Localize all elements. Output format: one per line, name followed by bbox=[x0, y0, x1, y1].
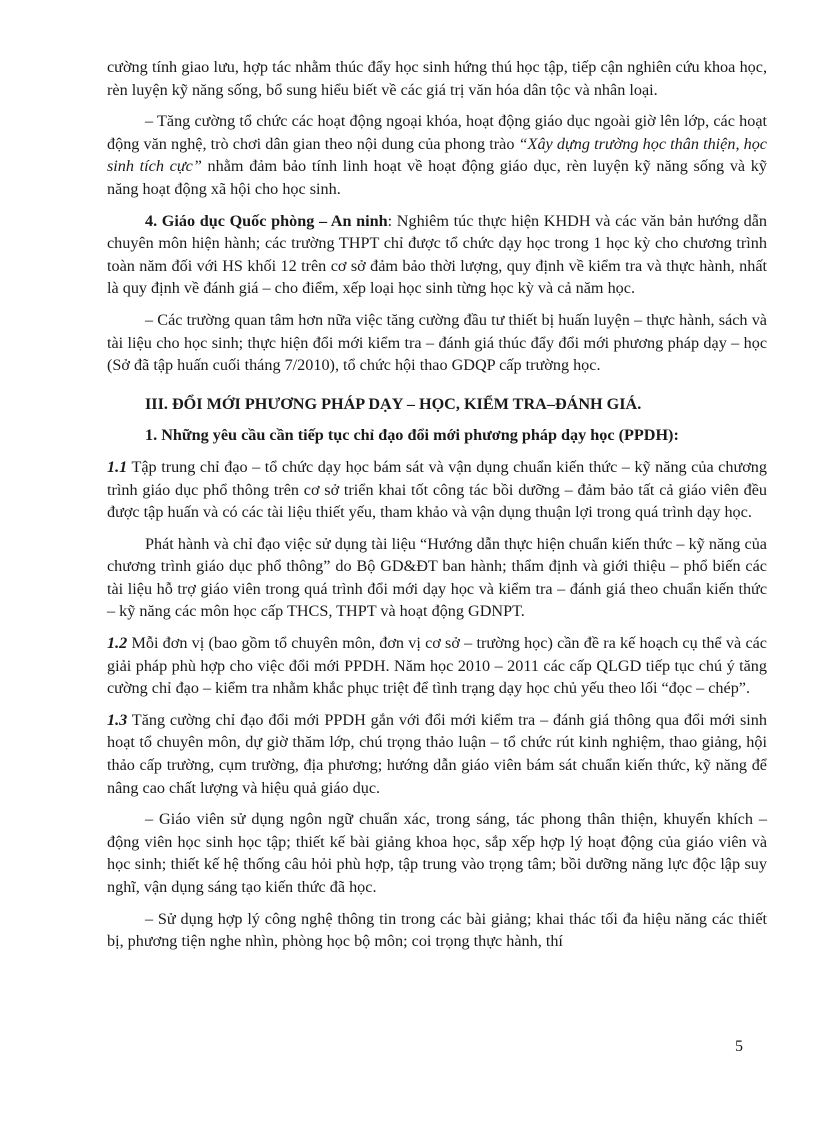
paragraph-1-1 bbox=[107, 456, 767, 524]
paragraph-text: – Tăng cường tổ chức các hoạt động ngoại khóa, hoạt động giáo dục ngoài giờ lên lớp, các hoạt động văn nghệ, trò chơi dân gian theo nội dung của phong trào bbox=[107, 112, 767, 153]
paragraph-1-3 bbox=[107, 709, 767, 799]
paragraph-extracurricular bbox=[107, 110, 767, 200]
paragraph-text: Tập trung chỉ đạo – tổ chức dạy học bám sát và vận dụng chuẩn kiến thức – kỹ năng của chương trình giáo dục phổ thông trên cơ sở triển khai tốt công tác bồi dưỡng – đảm bảo tất cả giáo viên đều được tập huấn và có các tài liệu thiết yếu, tham khảo và vận dụng thuận lợi trong quá trình dạy học. bbox=[107, 457, 767, 522]
paragraph-text: nhằm đảm bảo tính linh hoạt về hoạt động giáo dục, rèn luyện kỹ năng sống và kỹ năng hoạt động xã hội cho học sinh. bbox=[107, 157, 767, 198]
document-body bbox=[107, 56, 767, 962]
item-heading: 4. Giáo dục Quốc phòng – An ninh bbox=[145, 211, 388, 230]
item-number: 1.2 bbox=[107, 634, 128, 653]
paragraph-1-2 bbox=[107, 632, 767, 700]
paragraph-technology: – Sử dụng hợp lý công nghệ thông tin trong các bài giảng; khai thác tối đa hiệu năng các thiết bị, phương tiện nghe nhìn, phòng học bộ môn; coi trọng thực hành, thí bbox=[107, 909, 767, 951]
paragraph-equipment: – Các trường quan tâm hơn nữa việc tăng cường đầu tư thiết bị huấn luyện – thực hành, sách và tài liệu cho học sinh; thực hiện đổi mới kiểm tra – đánh giá thúc đẩy đổi mới phương pháp dạy – học (Sở đã tập huấn cuối tháng 7/2010), tổ chức hội thao GDQP cấp trường học. bbox=[107, 310, 767, 375]
paragraph-defense-education bbox=[107, 210, 767, 300]
paragraph-text: : Nghiêm túc thực hiện KHDH và các văn bản hướng dẫn chuyên môn hiện hành; các trường THPT chỉ được tổ chức dạy học trong 1 học kỳ cho chương trình toàn năm đối với HS khối 12 trên cơ sở đảm bảo thời lượng, quy định về kiểm tra và thực hành, nhất là quy định về đánh giá – cho điểm, xếp loại học sinh từng học kỳ và cả năm học. bbox=[107, 211, 768, 298]
subsection-heading: 1. Những yêu cầu cần tiếp tục chỉ đạo đổi mới phương pháp dạy học (PPDH): bbox=[145, 426, 679, 445]
section-heading: III. ĐỔI MỚI PHƯƠNG PHÁP DẠY – HỌC, KIỂM TRA–ĐÁNH GIÁ. bbox=[145, 394, 642, 413]
item-number: 1.3 bbox=[107, 710, 128, 729]
campaign-quote: “Xây dựng trường học thân thiện, học sinh tích cực” bbox=[107, 134, 767, 176]
paragraph-text: Tăng cường chỉ đạo đổi mới PPDH gắn với đổi mới kiểm tra – đánh giá thông qua đổi mới sinh hoạt tổ chuyên môn, dự giờ thăm lớp, chú trọng thảo luận – tổ chức rút kinh nghiệm, thao giảng, hội thảo cấp trường, cụm trường, địa phương; hướng dẫn giáo viên bám sát chuẩn kiến thức, kỹ năng để nâng cao chất lượng và hiệu quả giáo dục. bbox=[107, 710, 767, 797]
paragraph-text: Mỗi đơn vị (bao gồm tổ chuyên môn, đơn vị cơ sở – trường học) cần đề ra kế hoạch cụ thể và các giải pháp phù hợp cho việc đổi mới PPDH. Năm học 2010 – 2011 các cấp QLGD tiếp tục chú ý tăng cường chỉ đạo – kiểm tra nhằm khắc phục triệt để tình trạng dạy học chủ yếu theo lối “đọc – chép”. bbox=[107, 634, 767, 698]
paragraph-teachers: – Giáo viên sử dụng ngôn ngữ chuẩn xác, trong sáng, tác phong thân thiện, khuyến khích – động viên học sinh học tập; thiết kế bài giảng khoa học, sắp xếp hợp lý hoạt động của giáo viên và học sinh; thiết kế hệ thống câu hỏi phù hợp, tập trung vào trọng tâm; bồi dưỡng năng lực độc lập suy nghĩ, vận dụng sáng tạo kiến thức đã học. bbox=[107, 810, 767, 896]
page-number: 5 bbox=[735, 1038, 743, 1055]
paragraph-continuation: cường tính giao lưu, hợp tác nhằm thúc đẩy học sinh hứng thú học tập, tiếp cận nghiên cứu khoa học, rèn luyện kỹ năng sống, bổ sung hiểu biết về các giá trị văn hóa dân tộc và nhân loại. bbox=[107, 58, 767, 99]
item-number: 1.1 bbox=[107, 457, 128, 476]
paragraph-publication: Phát hành và chỉ đạo việc sử dụng tài liệu “Hướng dẫn thực hiện chuẩn kiến thức – kỹ năng của chương trình giáo dục phổ thông” do Bộ GD&ĐT ban hành; thẩm định và giới thiệu – phổ biến các tài liệu hỗ trợ giáo viên trong quá trình đổi mới dạy học và kiểm tra – đánh giá theo chuẩn kiến thức – kỹ năng các môn học cấp THCS, THPT và hoạt động GDNPT. bbox=[107, 534, 767, 621]
